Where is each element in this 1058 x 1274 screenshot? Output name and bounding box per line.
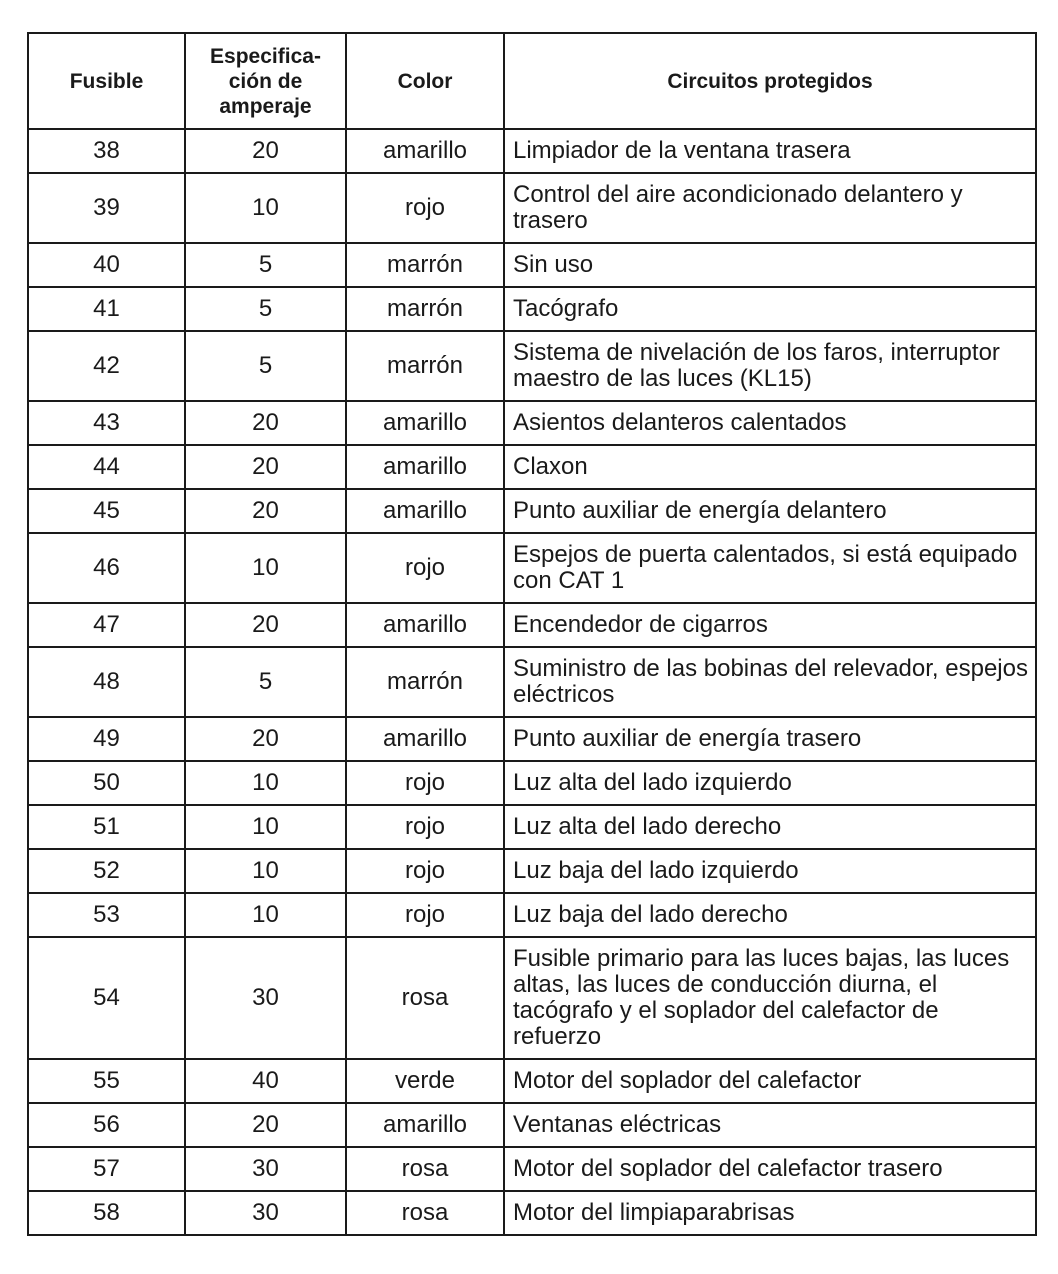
fuse-color: marrón: [346, 331, 504, 401]
fuse-number: 52: [28, 849, 185, 893]
protected-circuit: Fusible primario para las luces bajas, las luces altas, las luces de conducción diurna, el tacógrafo y el soplador del calefactor de refuerzo: [504, 937, 1036, 1059]
fuse-number: 49: [28, 717, 185, 761]
table-row: [28, 243, 1036, 287]
amperage: 10: [185, 805, 346, 849]
protected-circuit: Suministro de las bobinas del relevador, espejos eléctricos: [504, 647, 1036, 717]
protected-circuit: Sin uso: [504, 243, 1036, 287]
header-amperage-line-1: Especifica-: [210, 44, 321, 68]
fuse-number: 39: [28, 173, 185, 243]
fuse-color: amarillo: [346, 489, 504, 533]
fuse-number: 38: [28, 129, 185, 173]
fuse-color: amarillo: [346, 129, 504, 173]
protected-circuit: Motor del soplador del calefactor: [504, 1059, 1036, 1103]
amperage: 5: [185, 243, 346, 287]
table-row: [28, 1103, 1036, 1147]
amperage: 20: [185, 401, 346, 445]
protected-circuit: Control del aire acondicionado delantero y trasero: [504, 173, 1036, 243]
protected-circuit: Motor del limpiaparabrisas: [504, 1191, 1036, 1235]
table-row: [28, 331, 1036, 401]
fuse-color: rojo: [346, 173, 504, 243]
protected-circuit: Punto auxiliar de energía trasero: [504, 717, 1036, 761]
fuse-color: amarillo: [346, 1103, 504, 1147]
amperage: 20: [185, 129, 346, 173]
amperage: 20: [185, 603, 346, 647]
header-amperage-line-2: ción de: [228, 69, 303, 93]
amperage: 10: [185, 849, 346, 893]
protected-circuit: Luz alta del lado izquierdo: [504, 761, 1036, 805]
header-amperage-rating: [185, 33, 346, 129]
fuse-color: marrón: [346, 647, 504, 717]
fuse-color: rojo: [346, 761, 504, 805]
table-row: [28, 717, 1036, 761]
protected-circuit: Espejos de puerta calentados, si está equipado con CAT 1: [504, 533, 1036, 603]
amperage: 20: [185, 1103, 346, 1147]
protected-circuit: Luz baja del lado derecho: [504, 893, 1036, 937]
table-row: [28, 1059, 1036, 1103]
protected-circuit: Asientos delanteros calentados: [504, 401, 1036, 445]
table-row: [28, 173, 1036, 243]
table-row: [28, 603, 1036, 647]
fuse-number: 58: [28, 1191, 185, 1235]
fuse-color: amarillo: [346, 717, 504, 761]
table-row: [28, 489, 1036, 533]
table-row: [28, 287, 1036, 331]
fuse-number: 51: [28, 805, 185, 849]
table-row: [28, 805, 1036, 849]
protected-circuit: Limpiador de la ventana trasera: [504, 129, 1036, 173]
fuse-color: amarillo: [346, 401, 504, 445]
fuse-color: rojo: [346, 893, 504, 937]
fuse-number: 48: [28, 647, 185, 717]
fuse-number: 47: [28, 603, 185, 647]
protected-circuit: Luz baja del lado izquierdo: [504, 849, 1036, 893]
fuse-color: rojo: [346, 805, 504, 849]
fuse-color: rosa: [346, 1147, 504, 1191]
fuse-number: 53: [28, 893, 185, 937]
table-row: [28, 893, 1036, 937]
fuse-number: 45: [28, 489, 185, 533]
table-row: [28, 761, 1036, 805]
protected-circuit: Ventanas eléctricas: [504, 1103, 1036, 1147]
amperage: 20: [185, 445, 346, 489]
fuse-color: marrón: [346, 287, 504, 331]
fuse-number: 41: [28, 287, 185, 331]
fuse-number: 43: [28, 401, 185, 445]
fuse-color: amarillo: [346, 603, 504, 647]
amperage: 20: [185, 489, 346, 533]
fuse-table: [27, 32, 1037, 1236]
fuse-color: rojo: [346, 849, 504, 893]
protected-circuit: Luz alta del lado derecho: [504, 805, 1036, 849]
header-color: Color: [346, 33, 504, 129]
amperage: 20: [185, 717, 346, 761]
protected-circuit: Tacógrafo: [504, 287, 1036, 331]
protected-circuit: Encendedor de cigarros: [504, 603, 1036, 647]
amperage: 10: [185, 761, 346, 805]
table-row: [28, 445, 1036, 489]
fuse-number: 55: [28, 1059, 185, 1103]
amperage: 30: [185, 937, 346, 1059]
table-row: [28, 937, 1036, 1059]
fuse-number: 54: [28, 937, 185, 1059]
fuse-color: amarillo: [346, 445, 504, 489]
header-amperage-line-3: amperaje: [219, 94, 312, 118]
table-row: [28, 849, 1036, 893]
fuse-color: marrón: [346, 243, 504, 287]
fuse-number: 57: [28, 1147, 185, 1191]
amperage: 40: [185, 1059, 346, 1103]
table-header-row: [28, 33, 1036, 129]
protected-circuit: Punto auxiliar de energía delantero: [504, 489, 1036, 533]
table-row: [28, 647, 1036, 717]
protected-circuit: Claxon: [504, 445, 1036, 489]
fuse-number: 50: [28, 761, 185, 805]
amperage: 10: [185, 173, 346, 243]
amperage: 10: [185, 533, 346, 603]
table-row: [28, 1147, 1036, 1191]
fuse-number: 42: [28, 331, 185, 401]
table-row: [28, 129, 1036, 173]
fuse-color: verde: [346, 1059, 504, 1103]
fuse-color: rosa: [346, 1191, 504, 1235]
fuse-color: rosa: [346, 937, 504, 1059]
fuse-number: 46: [28, 533, 185, 603]
amperage: 5: [185, 287, 346, 331]
amperage: 5: [185, 647, 346, 717]
amperage: 30: [185, 1147, 346, 1191]
amperage: 5: [185, 331, 346, 401]
protected-circuit: Motor del soplador del calefactor trasero: [504, 1147, 1036, 1191]
table-row: [28, 1191, 1036, 1235]
table-row: [28, 401, 1036, 445]
fuse-number: 44: [28, 445, 185, 489]
header-circuits: Circuitos protegidos: [504, 33, 1036, 129]
amperage: 10: [185, 893, 346, 937]
table-row: [28, 533, 1036, 603]
fuse-number: 40: [28, 243, 185, 287]
fuse-number: 56: [28, 1103, 185, 1147]
protected-circuit: Sistema de nivelación de los faros, interruptor maestro de las luces (KL15): [504, 331, 1036, 401]
amperage: 30: [185, 1191, 346, 1235]
header-fuse: Fusible: [28, 33, 185, 129]
fuse-color: rojo: [346, 533, 504, 603]
